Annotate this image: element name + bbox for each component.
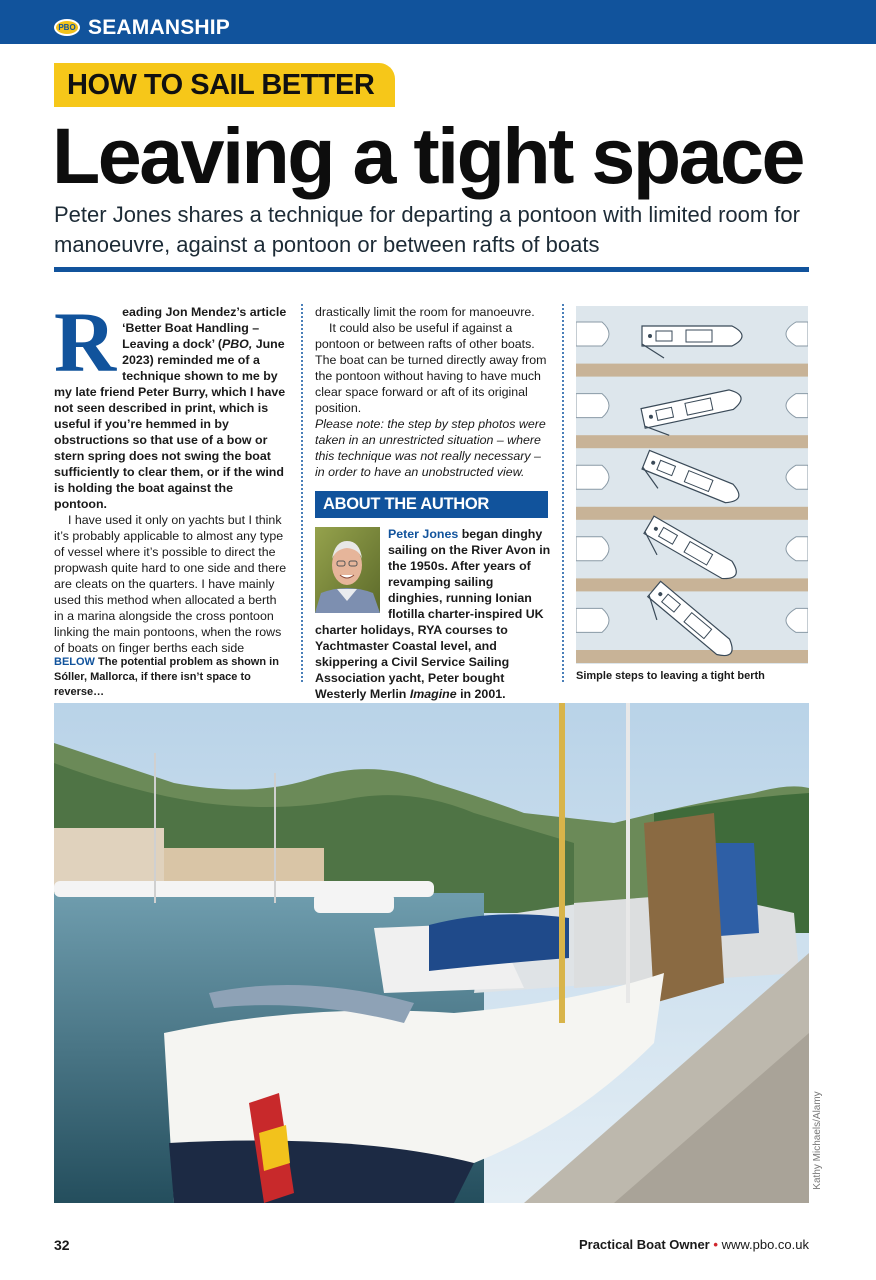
body-paragraph: It could also be useful if against a pontoon or between rafts of other boats. The boat can be turned directly away from the pontoon without having to have much clear space forward or aft of its original position. — [315, 321, 547, 415]
caption-tag: BELOW — [54, 656, 95, 668]
article-column-1 — [54, 294, 288, 656]
photo-credit — [810, 1085, 824, 1205]
column-divider — [301, 304, 303, 682]
kicker-label — [54, 63, 395, 107]
boat-name-italic: Imagine — [409, 687, 457, 701]
step-diagram — [576, 306, 808, 664]
section-title: SEAMANSHIP — [88, 16, 231, 39]
intro-pbo-italic: PBO, — [221, 337, 253, 351]
intro-text-1: eading Jon Mendez’s article ‘Better Boat Handling – Leaving a dock’ ( — [122, 305, 287, 351]
photo-note: Please note: the step by step photos were taken in an unrestricted situation – where this technique was not really necessary – in order to have an unobstructed view. — [315, 417, 546, 479]
footer-url[interactable]: www.pbo.co.uk — [721, 1237, 809, 1252]
author-bio-text-2: in 2001. — [456, 687, 506, 701]
harbour-photo — [54, 703, 809, 1203]
caption-text: The potential problem as shown in Sóller, Mallorca, if there isn’t space to reverse… — [54, 656, 279, 698]
pbo-logo: PBO — [54, 19, 80, 36]
drop-cap: R — [54, 294, 117, 390]
author-bio-text-1: began dinghy sailing on the River Avon in the 1950s. After years of revamping sailing dinghies, running Ionian flotilla charter-inspired UK charter holidays, RYA courses to Yachtmaster Coastal level, and skippering a Civil Service Sailing Association yacht, Peter bought Westerly Merlin — [315, 527, 551, 701]
footer-separator: • — [713, 1237, 718, 1252]
body-paragraph: I have used it only on yachts but I think it’s probably applicable to almost any type of vessel where it’s possible to direct the propwash quite hard to one side and there are cleats on the quarters. I have mainly used this method when allocated a berth in a marina alongside the cross pontoon linking the main pontoons, when the rows of boats on finger berths each side — [54, 513, 287, 655]
standfirst: Peter Jones shares a technique for departing a pontoon with limited room for manoeuvre, against a pontoon or between rafts of boats — [54, 202, 800, 257]
magazine-name: Practical Boat Owner — [578, 1237, 710, 1252]
author-name: Peter Jones — [388, 527, 459, 541]
photo-caption — [54, 655, 294, 700]
about-author-header — [315, 491, 548, 518]
section-header-bar — [0, 0, 876, 44]
column-divider — [562, 304, 564, 682]
intro-text-2: June 2023) reminded me of a technique shown to me by my late friend Peter Burry, which I have not seen described in print, which is useful if you’re hemmed in by obstructions so that use of a bow or stern spring does not swing the boat sufficiently to clear them, or if the wind is holding the boat against the pontoon. — [54, 337, 286, 511]
footer — [579, 1237, 809, 1252]
page-number: 32 — [54, 1237, 70, 1253]
photo-credit-text: Kathy Michaels/Alamy — [812, 1091, 823, 1190]
author-bio — [315, 526, 551, 702]
intro-paragraph — [54, 294, 288, 512]
diagram-caption: Simple steps to leaving a tight berth — [576, 670, 765, 682]
page-title: Leaving a tight space — [52, 111, 803, 200]
body-paragraph: drastically limit the room for manoeuvre. — [315, 305, 535, 319]
about-author-title: ABOUT THE AUTHOR — [323, 495, 489, 513]
article-column-2 — [315, 304, 553, 480]
kicker-text: HOW TO SAIL BETTER — [67, 69, 375, 101]
headline-divider — [54, 267, 809, 272]
